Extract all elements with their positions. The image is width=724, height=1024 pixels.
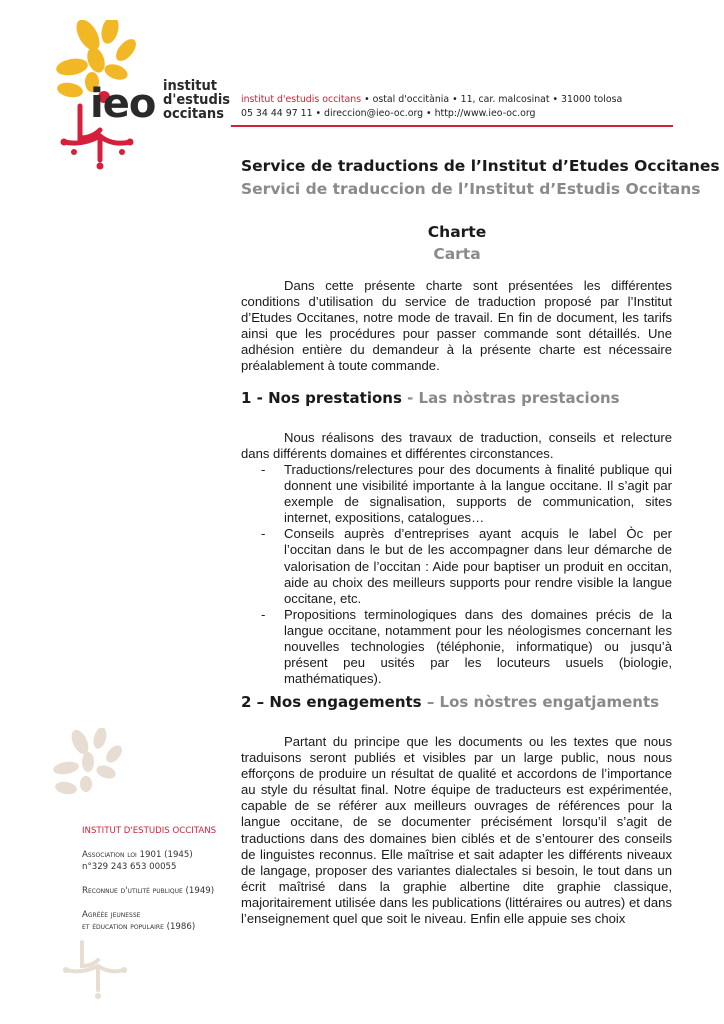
section1-lead: Nous réalisons des travaux de traduction, conseils et relecture dans différents domaines et différentes circonstances. (241, 430, 672, 462)
list-item: - Propositions terminologiques dans des domaines précis de la langue occitane, notamment pour les néologismes concernant les nouvelles technologies (téléphonie, informatique) ou jusqu’à présent peu usités par les locuteurs usuels (biologie, mathématiques). (261, 606, 672, 687)
sidebar-number: n°329 243 653 00055 (82, 862, 177, 872)
watermark-leaves (50, 728, 140, 808)
sidebar-reconnue: Reconnue d'utilité publique (1949) (82, 886, 215, 896)
sidebar-assoc: Association loi 1901 (1945) (82, 850, 193, 860)
header-address-line (241, 94, 622, 105)
carta-heading: Carta (433, 245, 481, 263)
header-contact-line: 05 34 44 97 11 • direccion@ieo-oc.org • http://www.ieo-oc.org (241, 108, 536, 119)
header-org-name: institut d'estudis occitans (241, 94, 362, 105)
sidebar-org: INSTITUT D'ESTUDIS OCCITANS (82, 826, 217, 836)
title-french: Service de traductions de l’Institut d’Etudes Occitanes (241, 157, 720, 175)
services-list (241, 462, 672, 687)
title-occitan: Servici de traduccion de l’Institut d’Estudis Occitans (241, 180, 701, 198)
sidebar-agree-2: et éducation populaire (1986) (82, 922, 196, 932)
sidebar-legal (82, 825, 216, 933)
header-divider (231, 125, 673, 127)
watermark-cross (60, 938, 130, 1008)
section1-heading: 1 - Nos prestations - Las nòstras prestacions (241, 389, 620, 407)
header-address: • ostal d'occitània • 11, car. malcosinat • 31000 tolosa (361, 94, 623, 105)
charte-heading: Charte (427, 223, 487, 241)
logo-mark: ieo (90, 81, 156, 127)
section2-heading: 2 – Nos engagements – Los nòstres engatjaments (241, 693, 660, 711)
list-item: - Conseils auprès d’entreprises ayant acquis le label Òc per l’occitan dans le but de les accompagner dans leur démarche de valorisation de l’occitan : Aide pour baptiser un produit en occitan, aide au choix des meilleurs supports pour rendre visible la langue occitane, etc. (261, 526, 672, 606)
intro-paragraph: Dans cette présente charte sont présentées les différentes conditions d’utilisation du service de traduction proposé par l’Institut d’Etudes Occitanes, notre mode de travail. En fin de document, les tarifs ainsi que les procédures pour passer commande sont détaillés. Une adhésion entière du demandeur à la présente charte est nécessaire préalablement à toute commande. (241, 278, 672, 374)
logo-word-3: occitans (163, 106, 224, 122)
sidebar-agree-1: Agréée jeunesse (82, 910, 141, 920)
list-item: - Traductions/relectures pour des documents à finalité publique qui donnent une visibilité importante à la langue occitane. Il s’agit par exemple de signalisation, supports de communication, sites internet, expositions, catalogues… (261, 462, 672, 526)
logo-word-2: d'estudis (163, 92, 231, 108)
section2-body: Partant du principe que les documents ou les textes que nous traduisons seront publiés et visibles par un large public, nous nous efforçons de produire un résultat de qualité et accordons de l’importance au style du résultat final. Notre équipe de traducteurs est expérimentée, capable de se référer aux meilleurs ouvrages de références pour la langue occitane, de se documenter précisément lorsqu’il s’agit de traductions dans des domaines bien ciblés et de s’entourer des conseils de linguistes reconnus. Elle maîtrise et sait adapter les différents niveaux de langage, proposer des variantes dialectales si besoin, le tout dans un écrit maîtrisé dans la graphie albertine dite graphie classique, majoritairement utilisée dans les publications (littéraires ou autres) et dans l’enseignement quel que soit le niveau. Enfin elle appuie ses choix (241, 734, 672, 927)
logo-wordmark (163, 79, 230, 121)
logo-word-1: institut (163, 78, 217, 94)
